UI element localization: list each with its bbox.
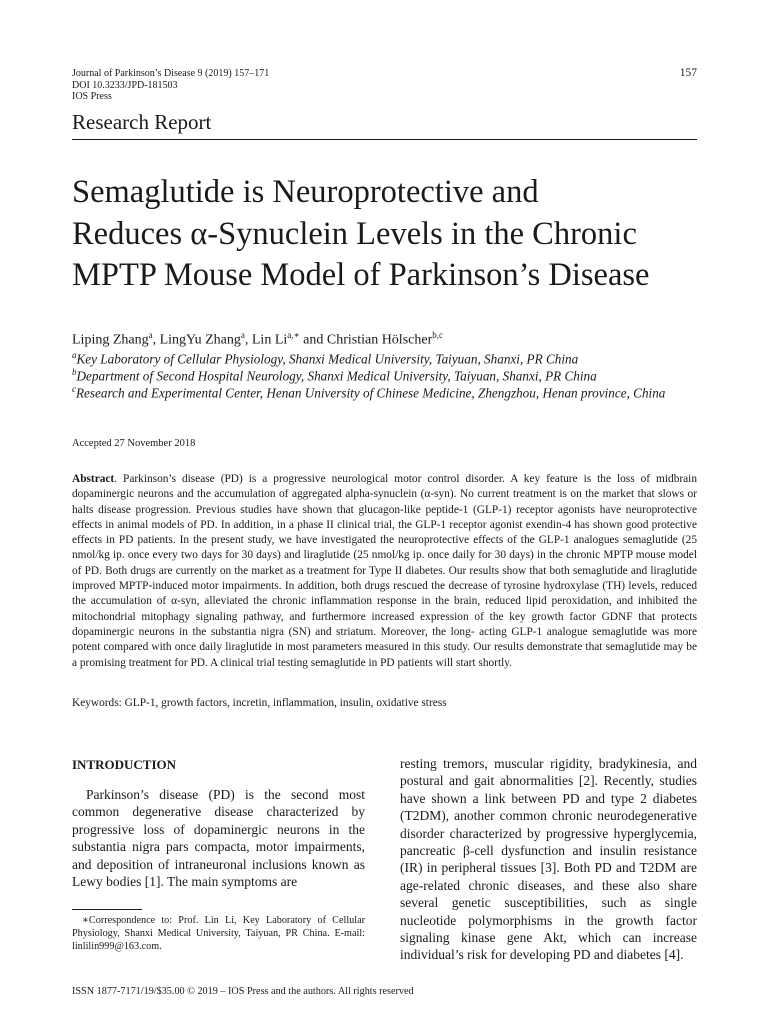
intro-paragraph-left: Parkinson’s disease (PD) is the second most common degenerative disease characterized by progressive loss of dopaminergic neurons in the substantia nigra pars compacta, motor impairments, and deposition of intraneuronal inclusions known as Lewy bodies [1]. The main symptoms are (72, 787, 365, 890)
title-line-2: Reduces α-Synuclein Levels in the Chronic (72, 215, 637, 252)
section-heading: INTRODUCTION (72, 757, 177, 772)
intro-paragraph-right: resting tremors, muscular rigidity, bradykinesia, and postural and gait abnormalities [2]. Recently, studies have shown a link between PD and type 2 diabetes (T2DM), another common chronic neurodegenerative disorder characterized by progressive hyperglycemia, pancreatic β-cell dysfunction and insulin resistance (IR) in peripheral tissues [3]. Both PD and T2DM are age-related chronic diseases, and these also share several genetic susceptibilities, such as single nucleotide polymorphisms in the growth factor signaling kinase gene Akt, which can increase individual’s risk for developing PD and diabetes [4]. (400, 756, 697, 963)
article-title (72, 172, 712, 297)
left-column (72, 756, 365, 890)
author-name: LingYu Zhang (159, 332, 241, 348)
affiliation-sup: c (72, 384, 76, 394)
abstract-text: . Parkinson’s disease (PD) is a progressive neurological motor control disorder. A key feature is the loss of midbrain dopaminergic neurons and the accumulation of aggregated alpha-synuclein (α-syn). No current treatment is on the market that slows or halts disease progression. Previous studies have shown that glucagon-like peptide-1 (GLP-1) receptor agonists have neuroprotective effects in animal models of PD. In addition, in a phase II clinical trial, the GLP-1 receptor agonist exendin-4 has shown good protective effects in PD patients. In the present study, we have investigated the neuroprotective effects of the GLP-1 analogues semaglutide (25 nmol/kg ip. once every two days for 30 days) and liraglutide (25 nmol/kg ip. once daily for 30 days) in the chronic MPTP mouse model of PD. Both drugs are currently on the market as a treatment for Type II diabetes. Our results show that both semaglutide and liraglutide improved MPTP-induced motor impairments. In addition, both drugs rescued the decrease of tyrosine hydroxylase (TH) levels, reduced the accumulation of α-syn, alleviated the chronic inflammation response in the brain, reduced lipid peroxidation, and inhibited the mitochondrial mitophagy signaling pathway, and furthermore increased expression of the key growth factor GDNF that protects dopaminergic neurons in the substantia nigra (SN) and striatum. Moreover, the long- acting GLP-1 analogue semaglutide was more potent compared with once daily liraglutide in most parameters measured in this study. Our results demonstrate that semaglutide may be a promising treatment for PD. A clinical trial testing semaglutide in PD patients will start shortly. (72, 473, 697, 669)
footnote-divider (72, 909, 142, 910)
affiliation-text: Key Laboratory of Cellular Physiology, Shanxi Medical University, Taiyuan, Shanxi, PR China (76, 351, 579, 367)
accepted-date: Accepted 27 November 2018 (72, 438, 196, 449)
author-affil-sup: a (148, 330, 153, 340)
affiliation-text: Department of Second Hospital Neurology, Shanxi Medical University, Taiyuan, Shanxi, PR China (76, 368, 597, 384)
author-affil-sup: a,∗ (287, 330, 300, 340)
affiliation (72, 381, 665, 401)
abstract-label: Abstract (72, 473, 115, 485)
author-name: Christian Hölscher (326, 332, 433, 348)
right-column (400, 755, 697, 964)
affiliation-text: Research and Experimental Center, Henan University of Chinese Medicine, Zhengzhou, Henan province, China (76, 385, 666, 401)
author-affil-sup: b,c (432, 330, 443, 340)
title-line-3: MPTP Mouse Model of Parkinson’s Disease (72, 257, 650, 293)
title-line-1: Semaglutide is Neuroprotective and (72, 174, 539, 210)
author-name: Liping Zhang (72, 332, 149, 348)
publisher-line: IOS Press (72, 91, 112, 102)
abstract (72, 472, 697, 671)
page-number: 157 (679, 67, 697, 79)
doi-line: DOI 10.3233/JPD-181503 (72, 79, 178, 91)
affiliation-sup: a (72, 350, 77, 360)
keywords: Keywords: GLP-1, growth factors, incretin, inflammation, insulin, oxidative stress (72, 697, 447, 709)
header-divider (72, 139, 697, 140)
author-list: Liping Zhang$^a$, LingYu Zhang$^a$, Lin $Li^{a,∗}$ and Christian Hölscher$^{b,c}$ (72, 330, 443, 348)
article-type: Research Report (72, 110, 212, 134)
journal-citation: Journal of Parkinson’s Disease 9 (2019) 157–171 (72, 68, 270, 79)
correspondence-footnote: ∗Correspondence to: Prof. Lin Li, Key Laboratory of Cellular Physiology, Shanxi Medical University, Taiyuan, PR China. E-mail: linlilin999@163.com. (72, 915, 365, 953)
author-affil-sup: a (240, 330, 245, 340)
affiliation-sup: b (72, 367, 77, 377)
author-name: Lin Li (251, 332, 288, 348)
copyright-line: ISSN 1877-7171/19/$35.00 © 2019 – IOS Press and the authors. All rights reserved (72, 986, 414, 997)
